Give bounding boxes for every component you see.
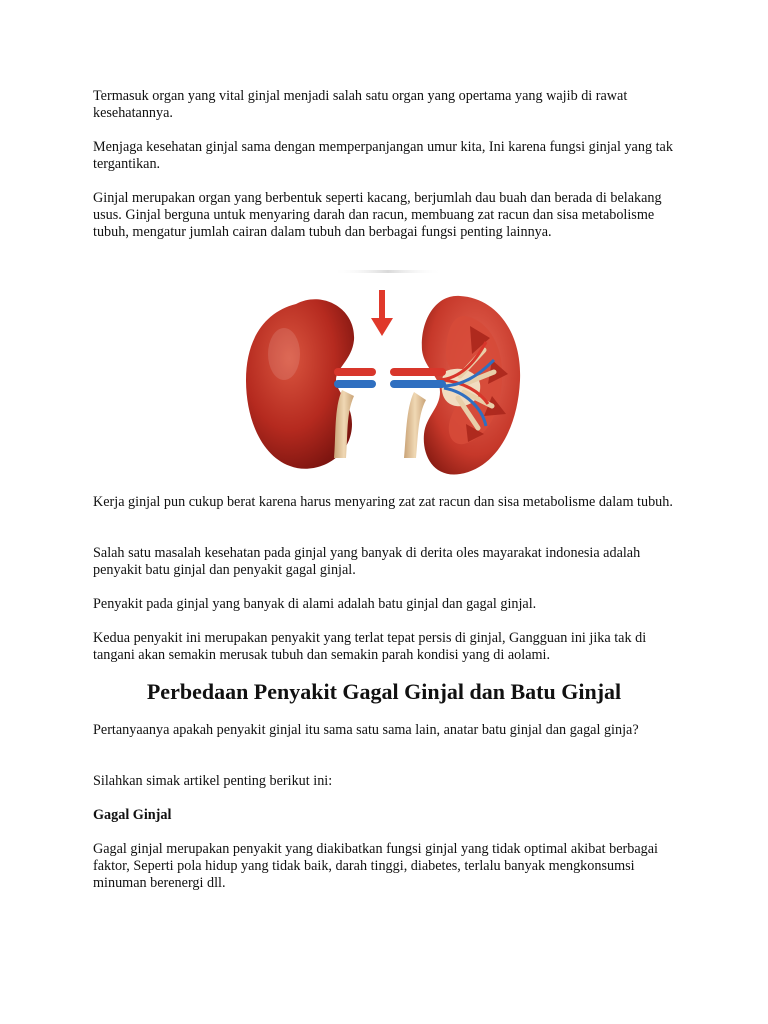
paragraph: Gagal ginjal merupakan penyakit yang diakibatkan fungsi ginjal yang tidak optimal akibat berbagai faktor, Seperti pola hidup yang tidak baik, darah tinggi, diabetes, terlalu banyak mengkonsumsi minuman berenergi dll. bbox=[93, 841, 658, 891]
paragraph: Termasuk organ yang vital ginjal menjadi salah satu organ yang opertama yang wajib di rawat kesehatannya. bbox=[93, 88, 628, 121]
paragraph: Menjaga kesehatan ginjal sama dengan memperpanjangan umur kita, Ini karena fungsi ginjal yang tak tergantikan. bbox=[93, 139, 673, 172]
paragraph: Salah satu masalah kesehatan pada ginjal yang banyak di derita oles mayarakat indonesia adalah penyakit batu ginjal dan penyakit gagal ginjal. bbox=[93, 545, 641, 578]
section-heading: Perbedaan Penyakit Gagal Ginjal dan Batu Ginjal bbox=[146, 679, 622, 704]
paragraph: Kerja ginjal pun cukup berat karena harus menyaring zat zat racun dan sisa metabolisme dalam tubuh. bbox=[93, 494, 673, 510]
paragraph: Penyakit pada ginjal yang banyak di alami adalah batu ginjal dan gagal ginjal. bbox=[93, 596, 537, 612]
subheading: Gagal Ginjal bbox=[93, 807, 172, 823]
kidney-illustration bbox=[238, 268, 528, 480]
paragraph: Kedua penyakit ini merupakan penyakit yang terlat tepat persis di ginjal, Gangguan ini jika tak di tangani akan semakin merusak tubuh dan semakin parah kondisi yang di aolami. bbox=[93, 630, 647, 663]
paragraph: Silahkan simak artikel penting berikut ini: bbox=[93, 773, 333, 789]
paragraph: Pertanyaanya apakah penyakit ginjal itu sama satu sama lain, anatar batu ginjal dan gagal ginja? bbox=[93, 722, 639, 738]
paragraph: Ginjal merupakan organ yang berbentuk seperti kacang, berjumlah dau buah dan berada di belakang usus. Ginjal berguna untuk menyaring darah dan racun, membuang zat racun dan sisa metabolisme tubuh, mengatur jumlah cairan dalam tubuh dan berbagai fungsi penting lainnya. bbox=[93, 190, 662, 240]
